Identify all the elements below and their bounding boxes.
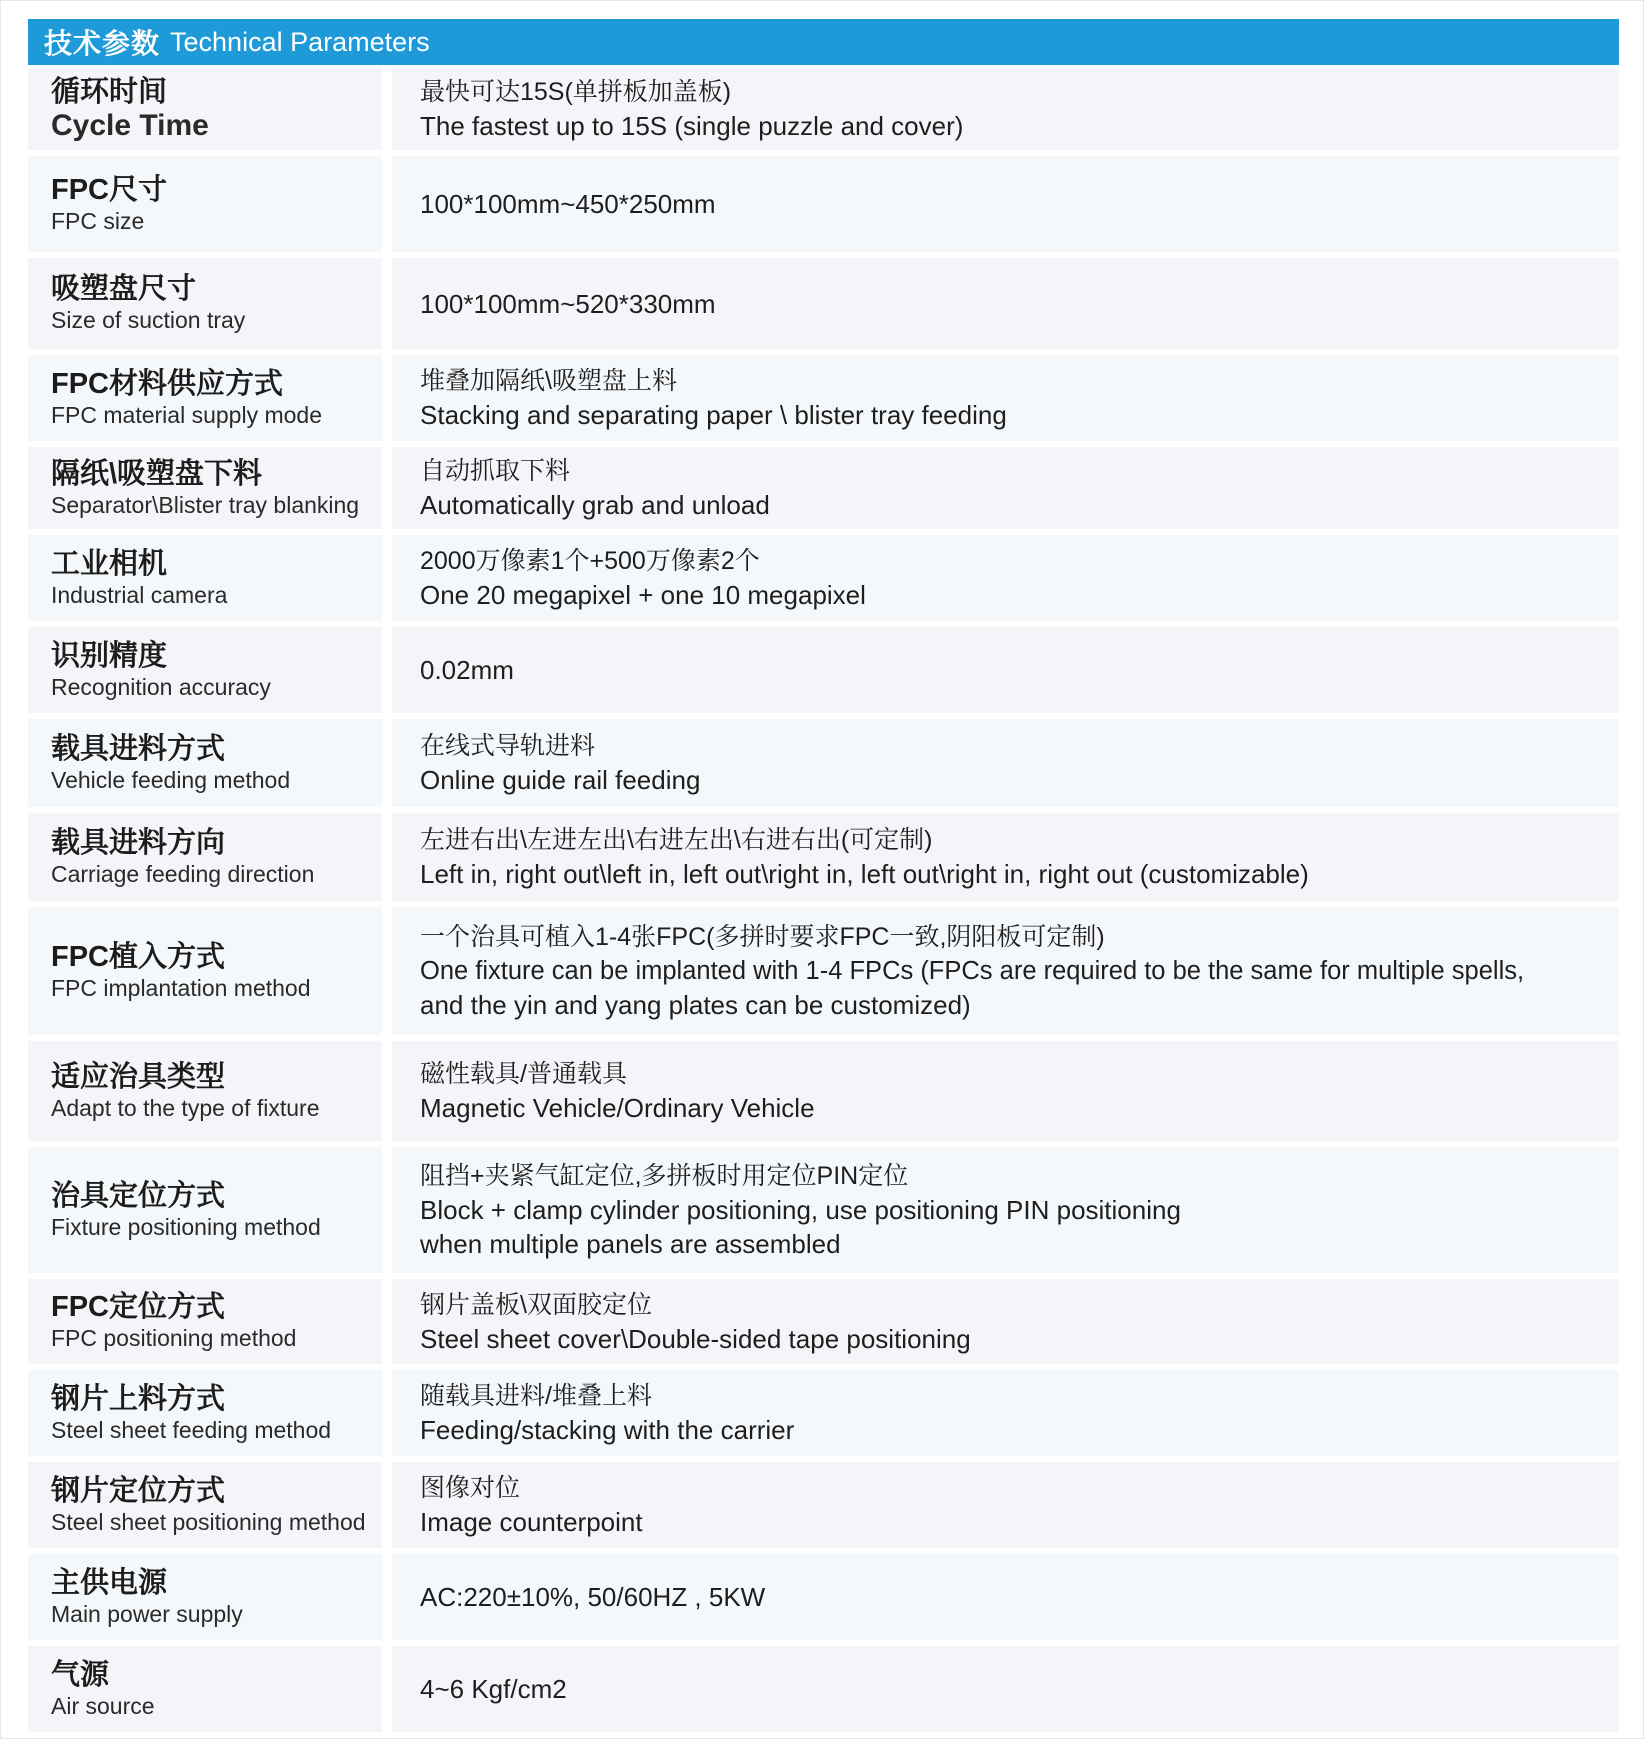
param-row-fpc-size — [28, 153, 1619, 255]
param-label — [28, 156, 382, 252]
param-row-implantation — [28, 904, 1619, 1038]
label-en: Recognition accuracy — [51, 673, 271, 700]
param-row-feeding-direction — [28, 810, 1619, 904]
param-row-fixture-type — [28, 1038, 1619, 1144]
value-zh: 图像对位 — [420, 1474, 521, 1502]
param-label — [28, 447, 382, 529]
label-zh: 适应治具类型 — [51, 1060, 226, 1093]
header-title-zh: 技术参数 — [44, 28, 161, 59]
param-value — [392, 535, 1619, 621]
param-row-air-source — [28, 1643, 1619, 1735]
param-label — [28, 719, 382, 807]
param-row-material-supply — [28, 352, 1619, 444]
value-en: Feeding/stacking with the carrier — [420, 1415, 795, 1445]
param-row-tray-size — [28, 255, 1619, 352]
param-value — [392, 1279, 1619, 1364]
label-en: Steel sheet positioning method — [51, 1508, 366, 1535]
label-zh: FPC尺寸 — [51, 173, 168, 206]
value-en: Stacking and separating paper \ blister tray feeding — [420, 400, 1007, 430]
label-en: Air source — [51, 1692, 155, 1719]
param-value — [392, 1041, 1619, 1141]
label-en: FPC implantation method — [51, 974, 311, 1001]
value: 100*100mm~520*330mm — [420, 288, 716, 319]
label-zh: 气源 — [51, 1658, 110, 1691]
value-en: Steel sheet cover\Double-sided tape positioning — [420, 1323, 971, 1354]
value-en: Image counterpoint — [420, 1507, 643, 1537]
param-value — [392, 1370, 1619, 1456]
param-value — [392, 627, 1619, 713]
param-row-fpc-positioning — [28, 1276, 1619, 1367]
param-row-fixture-positioning — [28, 1144, 1619, 1276]
label-en: FPC positioning method — [51, 1325, 297, 1351]
label-en: FPC material supply mode — [51, 401, 322, 428]
param-value — [392, 1554, 1619, 1640]
param-label — [28, 535, 382, 621]
param-value — [392, 1462, 1619, 1548]
header-title-en: Technical Parameters — [170, 26, 430, 57]
label-en: Industrial camera — [51, 581, 228, 608]
label-zh: 钢片定位方式 — [51, 1474, 226, 1507]
param-row-steel-feeding — [28, 1367, 1619, 1459]
value-zh: 随载具进料/堆叠上料 — [420, 1382, 652, 1410]
value-zh: 磁性载具/普通载具 — [420, 1060, 627, 1088]
param-label — [28, 355, 382, 441]
value: 4~6 Kgf/cm2 — [420, 1674, 567, 1704]
value: 0.02mm — [420, 655, 514, 685]
param-value — [392, 907, 1619, 1035]
value-zh: 堆叠加隔纸\吸塑盘上料 — [420, 367, 677, 395]
label-zh: 吸塑盘尺寸 — [51, 273, 197, 305]
param-value — [392, 447, 1619, 529]
label-zh: 工业相机 — [51, 547, 168, 580]
param-value — [392, 719, 1619, 807]
value-zh: 2000万像素1个+500万像素2个 — [420, 547, 760, 575]
value-en: One 20 megapixel + one 10 megapixel — [420, 580, 866, 610]
value-zh: 最快可达15S(单拼板加盖板) — [420, 78, 732, 106]
param-value — [392, 1147, 1619, 1273]
param-label — [28, 1370, 382, 1456]
param-row-accuracy — [28, 624, 1619, 716]
value-en: Automatically grab and unload — [420, 490, 770, 520]
param-value — [392, 258, 1619, 349]
param-label — [28, 1554, 382, 1640]
label-en: Vehicle feeding method — [51, 766, 291, 793]
param-label — [28, 813, 382, 901]
label-en: Adapt to the type of fixture — [51, 1094, 320, 1121]
label-zh: FPC材料供应方式 — [51, 367, 284, 400]
param-label — [28, 1646, 382, 1732]
label-en: Main power supply — [51, 1600, 243, 1627]
value-en: One fixture can be implanted with 1-4 FPCs (FPCs are required to be the same for multiple spells, — [420, 957, 1525, 985]
label-en: Carriage feeding direction — [51, 860, 315, 887]
value-zh: 钢片盖板\双面胶定位 — [420, 1290, 652, 1319]
value-zh: 左进右出\左进左出\右进左出\右进右出(可定制) — [420, 826, 933, 854]
param-row-vehicle-feeding — [28, 716, 1619, 810]
param-value — [392, 156, 1619, 252]
param-label — [28, 1147, 382, 1273]
param-row-cycle-time — [28, 65, 1619, 153]
param-row-blanking — [28, 444, 1619, 532]
value-zh: 一个治具可植入1-4张FPC(多拼时要求FPC一致,阴阳板可定制) — [420, 923, 1105, 951]
param-row-steel-positioning — [28, 1459, 1619, 1551]
label-zh: 钢片上料方式 — [51, 1382, 226, 1415]
label-en: Separator\Blister tray blanking — [51, 491, 360, 518]
param-value — [392, 813, 1619, 901]
param-label — [28, 68, 382, 150]
label-en: Fixture positioning method — [51, 1213, 321, 1240]
label-en: FPC size — [51, 207, 145, 234]
value-en: Online guide rail feeding — [420, 765, 701, 795]
param-value — [392, 355, 1619, 441]
label-zh: 载具进料方向 — [51, 826, 226, 859]
param-row-camera — [28, 532, 1619, 624]
value-zh: 在线式导轨进料 — [420, 732, 596, 760]
param-label — [28, 1462, 382, 1548]
value-en: The fastest up to 15S (single puzzle and cover) — [420, 111, 964, 141]
label-zh: 主供电源 — [51, 1566, 168, 1599]
param-label — [28, 1279, 382, 1364]
label-en: Steel sheet feeding method — [51, 1416, 332, 1443]
section-header — [28, 19, 1619, 65]
value-en: Magnetic Vehicle/Ordinary Vehicle — [420, 1093, 815, 1123]
label-en: Cycle Time — [51, 108, 209, 142]
label-zh: 识别精度 — [51, 639, 168, 672]
value: 100*100mm~450*250mm — [420, 189, 716, 219]
param-label — [28, 1041, 382, 1141]
value-en: Block + clamp cylinder positioning, use positioning PIN positioning — [420, 1195, 1181, 1225]
param-row-power-supply — [28, 1551, 1619, 1643]
label-zh: 隔纸\吸塑盘下料 — [51, 457, 263, 490]
label-zh: 载具进料方式 — [51, 732, 226, 765]
value-en: Left in, right out\left in, left out\right in, left out\right in, right out (customizable) — [420, 859, 1309, 889]
value: AC:220±10%, 50/60HZ , 5KW — [420, 1582, 766, 1612]
param-label — [28, 907, 382, 1035]
value-en-line2: when multiple panels are assembled — [420, 1229, 841, 1259]
value-zh: 自动抓取下料 — [420, 457, 571, 485]
label-zh: FPC植入方式 — [51, 940, 226, 973]
param-label — [28, 627, 382, 713]
param-value — [392, 1646, 1619, 1732]
label-zh: 循环时间 — [51, 75, 168, 108]
value-zh: 阻挡+夹紧气缸定位,多拼板时用定位PIN定位 — [420, 1162, 909, 1190]
value-en-line2: and the yin and yang plates can be customized) — [420, 990, 971, 1020]
label-zh: 治具定位方式 — [51, 1179, 226, 1212]
param-value — [392, 68, 1619, 150]
label-en: Size of suction tray — [51, 307, 246, 333]
param-label — [28, 258, 382, 349]
label-zh: FPC定位方式 — [51, 1291, 226, 1323]
